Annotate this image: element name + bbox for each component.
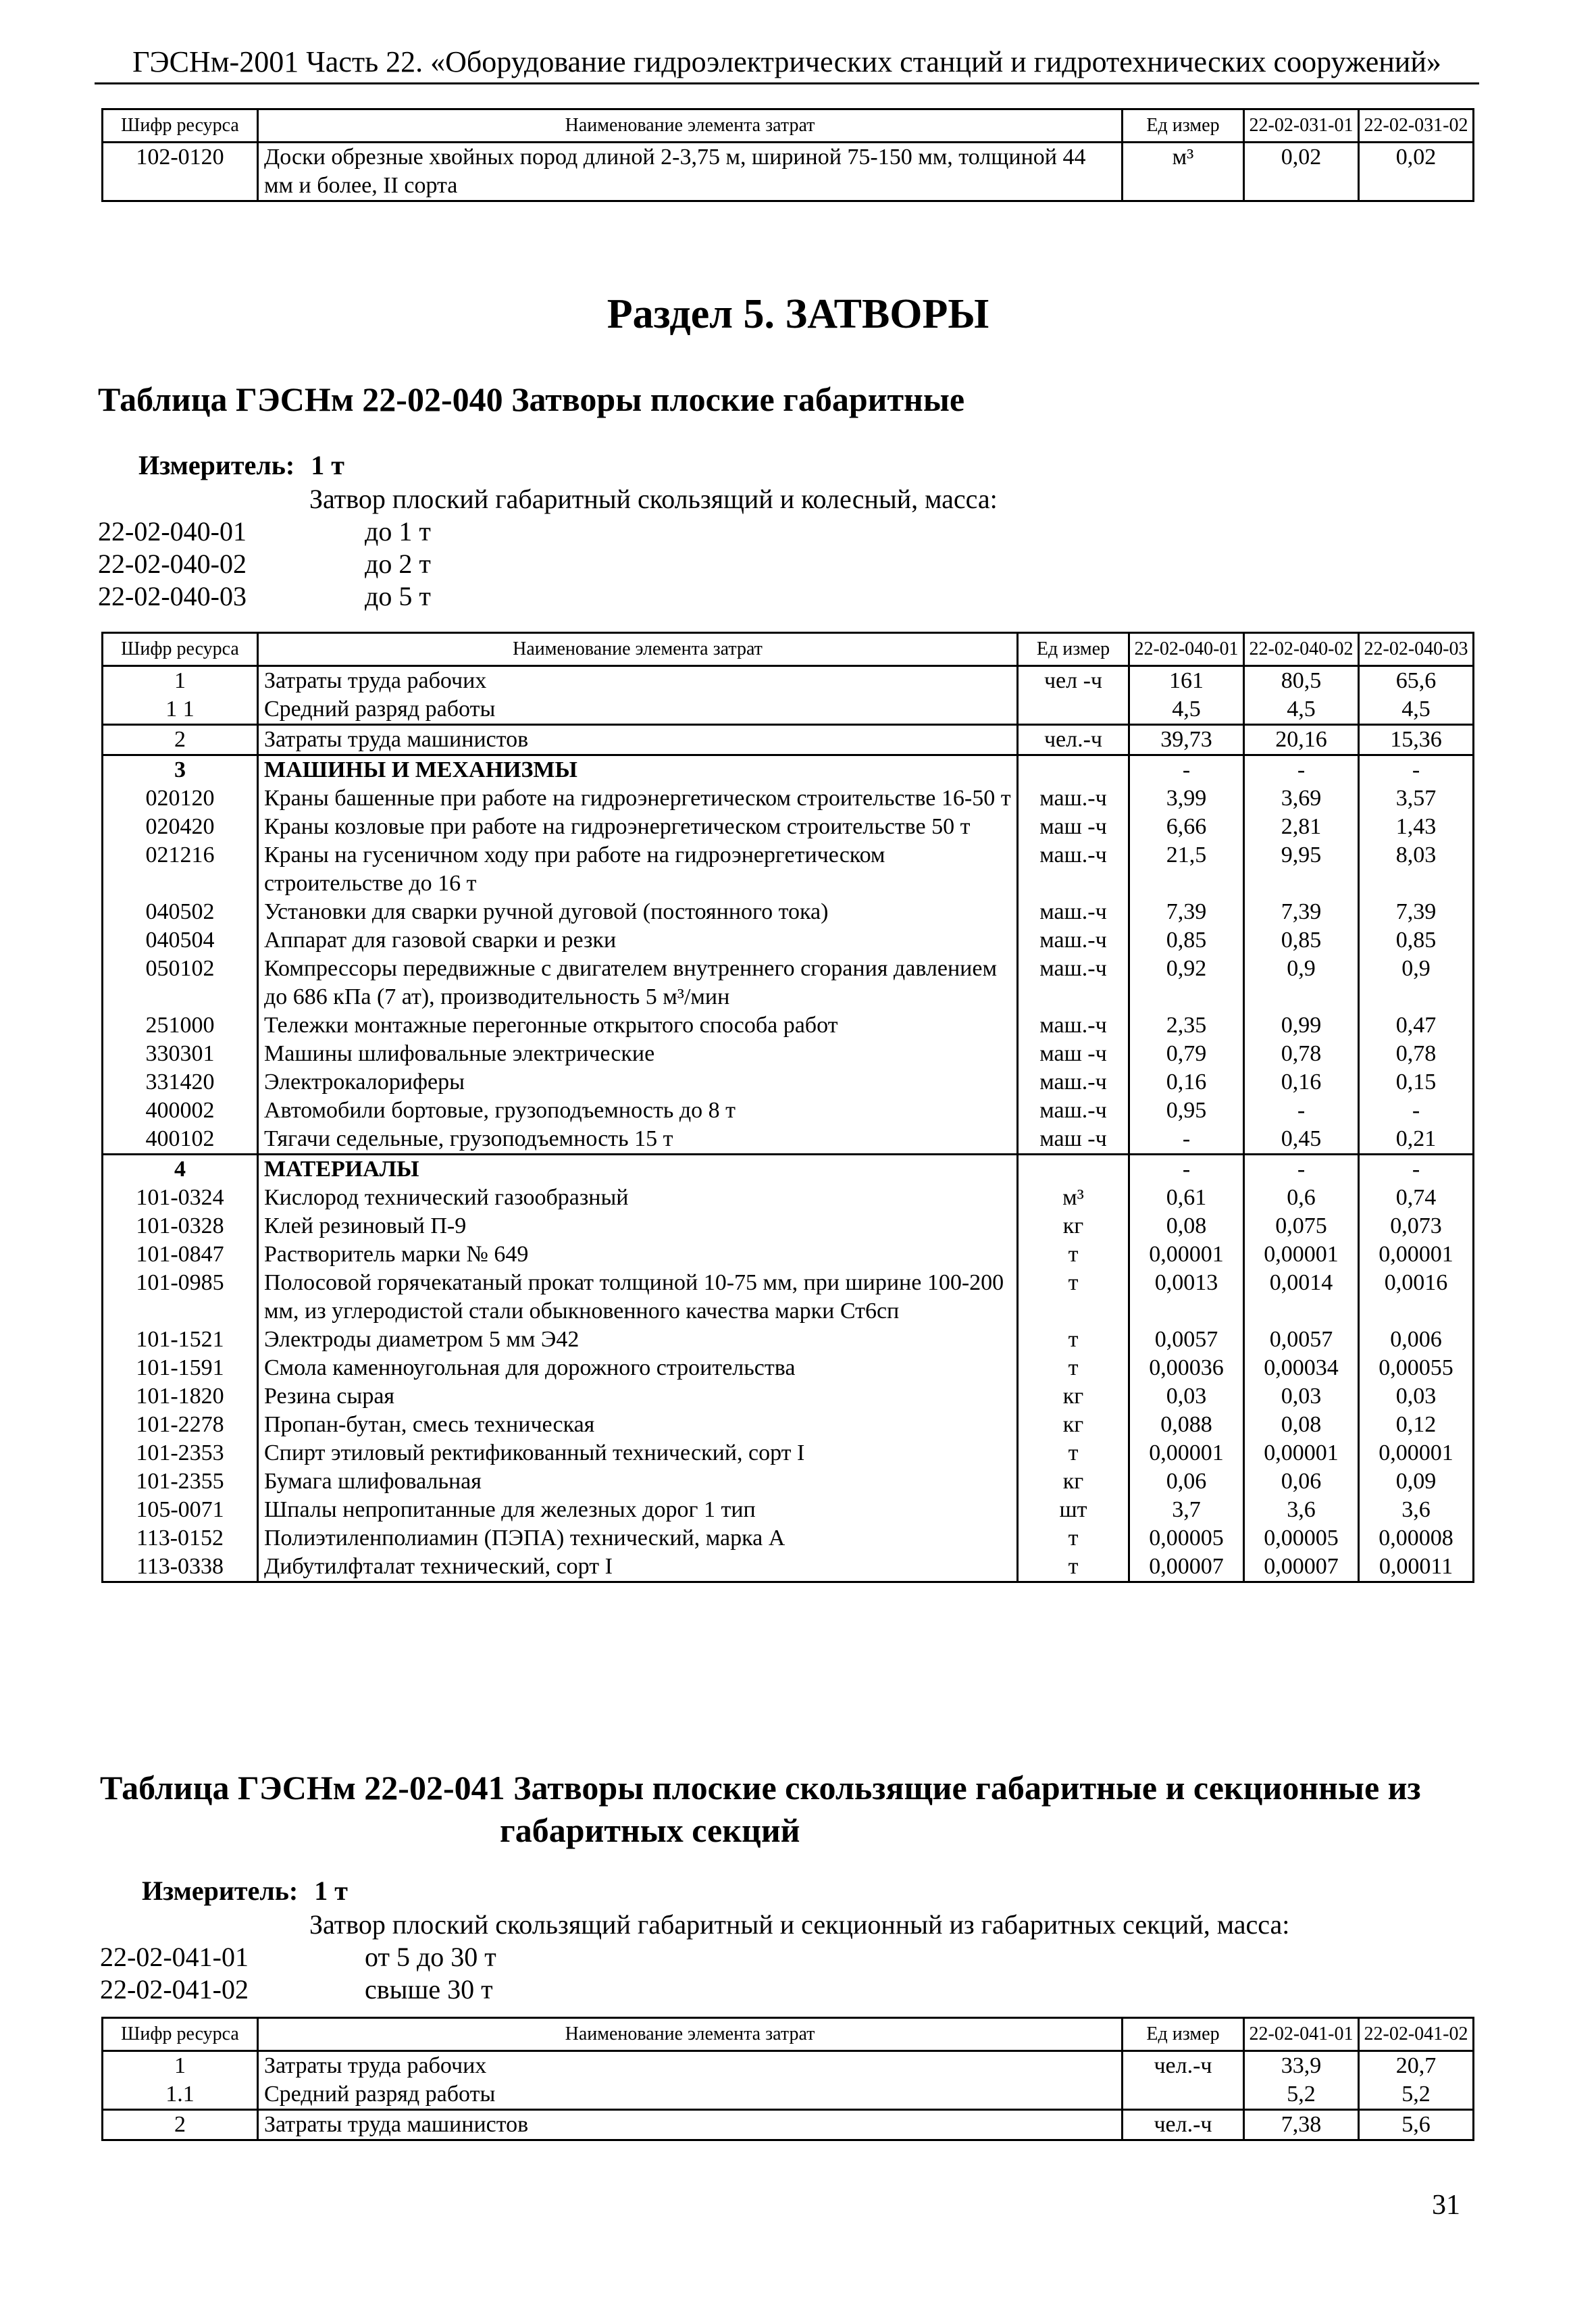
variant-text: до 2 т xyxy=(365,549,431,579)
table-row xyxy=(103,695,1474,725)
value-cell-2: 9,95 xyxy=(1244,841,1359,898)
resource-name-cell: Затраты труда рабочих xyxy=(258,666,1018,696)
value-cell-2: 0,03 xyxy=(1244,1382,1359,1411)
col-name-header: Наименование элемента затрат xyxy=(258,633,1018,666)
resource-code-cell: 102-0120 xyxy=(103,143,258,201)
table-row xyxy=(103,813,1474,841)
value-cell-2: - xyxy=(1244,1155,1359,1184)
meter-label: Измеритель: xyxy=(142,1876,299,1906)
resource-code-cell: 020420 xyxy=(103,813,258,841)
unit-cell: маш.-ч xyxy=(1018,898,1129,926)
resource-code-cell: 020120 xyxy=(103,784,258,813)
value-cell-2: 0,0014 xyxy=(1244,1269,1359,1326)
value-cell-3: 0,00001 xyxy=(1359,1240,1474,1269)
value-cell-3: 0,78 xyxy=(1359,1040,1474,1068)
value-cell-1: 0,0013 xyxy=(1129,1269,1244,1326)
value-cell-2: - xyxy=(1244,1097,1359,1125)
resource-code-cell: 101-0847 xyxy=(103,1240,258,1269)
variant-code: 22-02-041-01 xyxy=(100,1942,249,1972)
resource-name-cell: Тележки монтажные перегонные открытого способа работ xyxy=(258,1011,1018,1040)
value-cell-1: 21,5 xyxy=(1129,841,1244,898)
value-cell-2: 5,6 xyxy=(1359,2110,1474,2140)
table-row xyxy=(103,2080,1474,2110)
resource-name-cell: Машины шлифовальные электрические xyxy=(258,1040,1018,1068)
table-row xyxy=(103,1411,1474,1439)
resource-code-cell: 101-0324 xyxy=(103,1184,258,1212)
resource-code-cell: 040502 xyxy=(103,898,258,926)
value-cell-2: 20,7 xyxy=(1359,2051,1474,2081)
table-row xyxy=(103,926,1474,955)
value-cell-2: 0,06 xyxy=(1244,1467,1359,1496)
value-cell-1: 0,08 xyxy=(1129,1212,1244,1240)
resource-name-cell: Компрессоры передвижные с двигателем внутреннего сгорания давлением до 686 кПа (7 ат), производительность 5 м³/мин xyxy=(258,955,1018,1011)
value-cell-1: 0,03 xyxy=(1129,1382,1244,1411)
variant-code: 22-02-040-02 xyxy=(98,549,247,579)
table-row xyxy=(103,1011,1474,1040)
value-cell-2: 0,78 xyxy=(1244,1040,1359,1068)
value-cell-2: 0,00001 xyxy=(1244,1240,1359,1269)
value-cell-3: 0,74 xyxy=(1359,1184,1474,1212)
unit-cell xyxy=(1018,755,1129,785)
resource-name-cell: Средний разряд работы xyxy=(258,2080,1123,2110)
unit-cell: шт xyxy=(1018,1496,1129,1524)
value-cell-3: 65,6 xyxy=(1359,666,1474,696)
value-cell-3: 0,00008 xyxy=(1359,1524,1474,1553)
resource-code-cell: 101-2355 xyxy=(103,1467,258,1496)
header-divider xyxy=(95,82,1479,84)
unit-cell: т xyxy=(1018,1439,1129,1467)
value-cell-1: 33,9 xyxy=(1244,2051,1359,2081)
table-row xyxy=(103,1068,1474,1097)
value-cell-1: 0,088 xyxy=(1129,1411,1244,1439)
col-unit-header: Ед измер xyxy=(1123,2018,1244,2051)
unit-cell: т xyxy=(1018,1240,1129,1269)
resource-name-cell: Спирт этиловый ректификованный технический, сорт I xyxy=(258,1439,1018,1467)
resource-code-cell: 4 xyxy=(103,1155,258,1184)
table-row xyxy=(103,784,1474,813)
resource-code-cell: 113-0152 xyxy=(103,1524,258,1553)
variant-code: 22-02-040-01 xyxy=(98,516,247,547)
value-cell-2: 0,00005 xyxy=(1244,1524,1359,1553)
value-cell-1: 0,0057 xyxy=(1129,1326,1244,1354)
table-041-title-continued: габаритных секций xyxy=(500,1811,800,1849)
resource-name-cell: Растворитель марки № 649 xyxy=(258,1240,1018,1269)
table-row xyxy=(103,1326,1474,1354)
value-cell-3: 0,47 xyxy=(1359,1011,1474,1040)
table-row xyxy=(103,1125,1474,1155)
resource-code-cell: 2 xyxy=(103,725,258,755)
resource-code-cell: 113-0338 xyxy=(103,1553,258,1582)
resource-name-cell: Краны на гусеничном ходу при работе на гидроэнергетическом строительстве до 16 т xyxy=(258,841,1018,898)
resource-name-cell: Затраты труда машинистов xyxy=(258,2110,1123,2140)
unit-cell: чел.-ч xyxy=(1018,725,1129,755)
value-cell-1: 3,7 xyxy=(1129,1496,1244,1524)
resource-code-cell: 400002 xyxy=(103,1097,258,1125)
unit-cell: маш.-ч xyxy=(1018,1011,1129,1040)
value-cell-1: 0,00036 xyxy=(1129,1354,1244,1382)
resource-name-cell: Смола каменноугольная для дорожного строительства xyxy=(258,1354,1018,1382)
value-cell-2: 0,0057 xyxy=(1244,1326,1359,1354)
resource-name-cell: Резина сырая xyxy=(258,1382,1018,1411)
table-row xyxy=(103,1155,1474,1184)
col-variant-1-header: 22-02-031-01 xyxy=(1244,109,1359,143)
value-cell-1: 39,73 xyxy=(1129,725,1244,755)
col-variant-1-header: 22-02-041-01 xyxy=(1244,2018,1359,2051)
value-cell-3: 0,21 xyxy=(1359,1125,1474,1155)
value-cell-1: 0,00005 xyxy=(1129,1524,1244,1553)
value-cell-3: 0,0016 xyxy=(1359,1269,1474,1326)
value-cell-3: 0,00011 xyxy=(1359,1553,1474,1582)
unit-cell: маш.-ч xyxy=(1018,841,1129,898)
unit-cell xyxy=(1018,695,1129,725)
table-header-row xyxy=(103,633,1474,666)
unit-cell: т xyxy=(1018,1553,1129,1582)
table-040-title: Таблица ГЭСНм 22-02-040 Затворы плоские габаритные xyxy=(98,380,965,418)
resource-name-cell: Тягачи седельные, грузоподъемность 15 т xyxy=(258,1125,1018,1155)
unit-cell: кг xyxy=(1018,1212,1129,1240)
unit-cell: т xyxy=(1018,1354,1129,1382)
value-cell-1: 161 xyxy=(1129,666,1244,696)
value-cell-2: 0,16 xyxy=(1244,1068,1359,1097)
value-cell-3: 3,6 xyxy=(1359,1496,1474,1524)
table-row xyxy=(103,841,1474,898)
resource-name-cell: Шпалы непропитанные для железных дорог 1 тип xyxy=(258,1496,1018,1524)
variant-text: до 1 т xyxy=(365,516,431,547)
variant-text: до 5 т xyxy=(365,581,431,611)
resource-code-cell: 101-1820 xyxy=(103,1382,258,1411)
value-cell-1: 0,00001 xyxy=(1129,1439,1244,1467)
resource-name-cell: Пропан-бутан, смесь техническая xyxy=(258,1411,1018,1439)
resource-name-cell: Полиэтиленполиамин (ПЭПА) технический, марка А xyxy=(258,1524,1018,1553)
value-cell-1: 6,66 xyxy=(1129,813,1244,841)
table-041-title: Таблица ГЭСНм 22-02-041 Затворы плоские скользящие габаритные и секционные из xyxy=(100,1769,1421,1807)
value-cell-3: 15,36 xyxy=(1359,725,1474,755)
col-name-header: Наименование элемента затрат xyxy=(258,2018,1123,2051)
col-code-header: Шифр ресурса xyxy=(103,2018,258,2051)
resource-code-cell: 1 xyxy=(103,666,258,696)
resource-code-cell: 1.1 xyxy=(103,2080,258,2110)
unit-cell xyxy=(1123,2080,1244,2110)
table-row xyxy=(103,1184,1474,1212)
value-cell-2: 0,02 xyxy=(1359,143,1474,201)
resource-code-cell: 3 xyxy=(103,755,258,785)
resource-name-cell: Доски обрезные хвойных пород длиной 2-3,75 м, шириной 75-150 мм, толщиной 44 мм и более, II сорта xyxy=(258,143,1123,201)
variant-code: 22-02-040-03 xyxy=(98,581,247,611)
value-cell-1: 5,2 xyxy=(1244,2080,1359,2110)
value-cell-2: 0,9 xyxy=(1244,955,1359,1011)
meter-label: Измеритель: xyxy=(138,450,295,480)
unit-cell: маш.-ч xyxy=(1018,926,1129,955)
value-cell-2: 0,00034 xyxy=(1244,1354,1359,1382)
value-cell-2: 20,16 xyxy=(1244,725,1359,755)
table-row xyxy=(103,955,1474,1011)
variant-code: 22-02-041-02 xyxy=(100,1974,249,2005)
resource-code-cell: 400102 xyxy=(103,1125,258,1155)
value-cell-1: 2,35 xyxy=(1129,1011,1244,1040)
value-cell-2: 3,6 xyxy=(1244,1496,1359,1524)
value-cell-1: 0,06 xyxy=(1129,1467,1244,1496)
table-row xyxy=(103,1439,1474,1467)
resource-name-cell: Бумага шлифовальная xyxy=(258,1467,1018,1496)
value-cell-1: 4,5 xyxy=(1129,695,1244,725)
value-cell-2: 0,08 xyxy=(1244,1411,1359,1439)
value-cell-3: 0,00055 xyxy=(1359,1354,1474,1382)
variant-text: свыше 30 т xyxy=(365,1974,493,2005)
col-unit-header: Ед измер xyxy=(1018,633,1129,666)
table-040-resources xyxy=(101,632,1474,1583)
table-row xyxy=(103,1040,1474,1068)
value-cell-2: 0,6 xyxy=(1244,1184,1359,1212)
unit-cell: маш -ч xyxy=(1018,1125,1129,1155)
col-unit-header: Ед измер xyxy=(1123,109,1244,143)
table-row xyxy=(103,1467,1474,1496)
value-cell-2: 0,45 xyxy=(1244,1125,1359,1155)
section-title: Раздел 5. ЗАТВОРЫ xyxy=(607,291,989,337)
unit-cell xyxy=(1018,1155,1129,1184)
unit-cell: маш -ч xyxy=(1018,1040,1129,1068)
unit-cell: кг xyxy=(1018,1411,1129,1439)
resource-code-cell: 105-0071 xyxy=(103,1496,258,1524)
resource-name-cell: Автомобили бортовые, грузоподъемность до 8 т xyxy=(258,1097,1018,1125)
col-variant-2-header: 22-02-041-02 xyxy=(1359,2018,1474,2051)
value-cell-2: 0,85 xyxy=(1244,926,1359,955)
value-cell-2: 3,69 xyxy=(1244,784,1359,813)
value-cell-2: 0,00007 xyxy=(1244,1553,1359,1582)
value-cell-1: 0,61 xyxy=(1129,1184,1244,1212)
table-row xyxy=(103,898,1474,926)
resource-code-cell: 101-2278 xyxy=(103,1411,258,1439)
value-cell-3: 4,5 xyxy=(1359,695,1474,725)
value-cell-3: - xyxy=(1359,1155,1474,1184)
value-cell-2: 2,81 xyxy=(1244,813,1359,841)
resource-code-cell: 040504 xyxy=(103,926,258,955)
value-cell-1: - xyxy=(1129,1125,1244,1155)
table-row xyxy=(103,1354,1474,1382)
value-cell-2: - xyxy=(1244,755,1359,785)
value-cell-3: 7,39 xyxy=(1359,898,1474,926)
value-cell-2: 7,39 xyxy=(1244,898,1359,926)
unit-cell: т xyxy=(1018,1269,1129,1326)
unit-cell: чел -ч xyxy=(1018,666,1129,696)
value-cell-1: 0,79 xyxy=(1129,1040,1244,1068)
resource-name-cell: Клей резиновый П-9 xyxy=(258,1212,1018,1240)
unit-cell: чел.-ч xyxy=(1123,2110,1244,2140)
unit-cell: м³ xyxy=(1123,143,1244,201)
page-header: ГЭСНм-2001 Часть 22. «Оборудование гидроэлектрических станций и гидротехнических сооружений» xyxy=(132,45,1441,78)
unit-cell: маш.-ч xyxy=(1018,784,1129,813)
resource-code-cell: 1 xyxy=(103,2051,258,2081)
value-cell-1: 7,38 xyxy=(1244,2110,1359,2140)
resource-name-cell: Аппарат для газовой сварки и резки xyxy=(258,926,1018,955)
resource-name-cell: Кислород технический газообразный xyxy=(258,1184,1018,1212)
col-variant-2-header: 22-02-040-02 xyxy=(1244,633,1359,666)
table-row xyxy=(103,666,1474,696)
value-cell-3: 0,85 xyxy=(1359,926,1474,955)
unit-cell: маш.-ч xyxy=(1018,1068,1129,1097)
value-cell-2: 5,2 xyxy=(1359,2080,1474,2110)
resource-code-cell: 101-1591 xyxy=(103,1354,258,1382)
table-header-row xyxy=(103,2018,1474,2051)
value-cell-2: 4,5 xyxy=(1244,695,1359,725)
resource-name-cell: Краны козловые при работе на гидроэнергетическом строительстве 50 т xyxy=(258,813,1018,841)
resource-code-cell: 251000 xyxy=(103,1011,258,1040)
unit-cell: маш -ч xyxy=(1018,813,1129,841)
resource-name-cell: Средний разряд работы xyxy=(258,695,1018,725)
value-cell-1: - xyxy=(1129,755,1244,785)
table-040-description: Затвор плоский габаритный скользящий и колесный, масса: xyxy=(309,484,998,514)
meter-value: 1 т xyxy=(311,450,344,480)
resource-code-cell: 021216 xyxy=(103,841,258,898)
table-row xyxy=(103,725,1474,755)
value-cell-1: 3,99 xyxy=(1129,784,1244,813)
resource-name-cell: МАШИНЫ И МЕХАНИЗМЫ xyxy=(258,755,1018,785)
value-cell-1: 7,39 xyxy=(1129,898,1244,926)
unit-cell: маш.-ч xyxy=(1018,955,1129,1011)
table-041-resources xyxy=(101,2017,1474,2141)
col-name-header: Наименование элемента затрат xyxy=(258,109,1123,143)
meter-value: 1 т xyxy=(314,1876,348,1906)
table-041-description: Затвор плоский скользящий габаритный и секционный из габаритных секций, масса: xyxy=(309,1909,1290,1940)
table-row xyxy=(103,755,1474,785)
unit-cell: т xyxy=(1018,1326,1129,1354)
value-cell-3: 0,03 xyxy=(1359,1382,1474,1411)
unit-cell: маш.-ч xyxy=(1018,1097,1129,1125)
col-variant-1-header: 22-02-040-01 xyxy=(1129,633,1244,666)
value-cell-1: 0,92 xyxy=(1129,955,1244,1011)
value-cell-1: 0,00001 xyxy=(1129,1240,1244,1269)
value-cell-3: 0,15 xyxy=(1359,1068,1474,1097)
resource-code-cell: 330301 xyxy=(103,1040,258,1068)
table-row xyxy=(103,1097,1474,1125)
value-cell-3: 1,43 xyxy=(1359,813,1474,841)
resource-code-cell: 1 1 xyxy=(103,695,258,725)
resource-name-cell: Электроды диаметром 5 мм Э42 xyxy=(258,1326,1018,1354)
value-cell-3: - xyxy=(1359,755,1474,785)
value-cell-2: 80,5 xyxy=(1244,666,1359,696)
page-number: 31 xyxy=(1432,2190,1460,2221)
unit-cell: кг xyxy=(1018,1467,1129,1496)
table-row xyxy=(103,2051,1474,2081)
unit-cell: чел.-ч xyxy=(1123,2051,1244,2081)
unit-cell: кг xyxy=(1018,1382,1129,1411)
table-041-meter xyxy=(142,1875,348,1907)
resource-code-cell: 101-0328 xyxy=(103,1212,258,1240)
table-header-row xyxy=(103,109,1474,143)
table-row xyxy=(103,1212,1474,1240)
value-cell-3: 0,12 xyxy=(1359,1411,1474,1439)
table-row xyxy=(103,1524,1474,1553)
resource-name-cell: Дибутилфталат технический, сорт I xyxy=(258,1553,1018,1582)
table-row xyxy=(103,1496,1474,1524)
resource-code-cell: 101-0985 xyxy=(103,1269,258,1326)
table-row xyxy=(103,1382,1474,1411)
resource-name-cell: Электрокалориферы xyxy=(258,1068,1018,1097)
value-cell-3: 8,03 xyxy=(1359,841,1474,898)
table-040-meter xyxy=(138,449,344,482)
resource-name-cell: Полосовой горячекатаный прокат толщиной 10-75 мм, при ширине 100-200 мм, из углеродистой стали обыкновенного качества марки Ст6сп xyxy=(258,1269,1018,1326)
col-variant-3-header: 22-02-040-03 xyxy=(1359,633,1474,666)
table-row xyxy=(103,1269,1474,1326)
col-code-header: Шифр ресурса xyxy=(103,633,258,666)
value-cell-1: 0,95 xyxy=(1129,1097,1244,1125)
value-cell-2: 0,99 xyxy=(1244,1011,1359,1040)
value-cell-1: 0,02 xyxy=(1244,143,1359,201)
value-cell-1: 0,00007 xyxy=(1129,1553,1244,1582)
top-resource-table xyxy=(101,108,1474,202)
value-cell-1: - xyxy=(1129,1155,1244,1184)
unit-cell: т xyxy=(1018,1524,1129,1553)
value-cell-2: 0,075 xyxy=(1244,1212,1359,1240)
value-cell-3: 0,073 xyxy=(1359,1212,1474,1240)
col-variant-2-header: 22-02-031-02 xyxy=(1359,109,1474,143)
resource-code-cell: 050102 xyxy=(103,955,258,1011)
unit-cell: м³ xyxy=(1018,1184,1129,1212)
resource-name-cell: Затраты труда рабочих xyxy=(258,2051,1123,2081)
resource-name-cell: Затраты труда машинистов xyxy=(258,725,1018,755)
table-row xyxy=(103,1553,1474,1582)
table-row xyxy=(103,1240,1474,1269)
resource-name-cell: МАТЕРИАЛЫ xyxy=(258,1155,1018,1184)
resource-code-cell: 101-2353 xyxy=(103,1439,258,1467)
resource-name-cell: Установки для сварки ручной дуговой (постоянного тока) xyxy=(258,898,1018,926)
resource-code-cell: 331420 xyxy=(103,1068,258,1097)
value-cell-3: 0,9 xyxy=(1359,955,1474,1011)
value-cell-3: 0,006 xyxy=(1359,1326,1474,1354)
resource-name-cell: Краны башенные при работе на гидроэнергетическом строительстве 16-50 т xyxy=(258,784,1018,813)
value-cell-3: 3,57 xyxy=(1359,784,1474,813)
value-cell-1: 0,85 xyxy=(1129,926,1244,955)
value-cell-1: 0,16 xyxy=(1129,1068,1244,1097)
resource-code-cell: 101-1521 xyxy=(103,1326,258,1354)
value-cell-3: - xyxy=(1359,1097,1474,1125)
resource-code-cell: 2 xyxy=(103,2110,258,2140)
value-cell-2: 0,00001 xyxy=(1244,1439,1359,1467)
table-row xyxy=(103,2110,1474,2140)
value-cell-3: 0,09 xyxy=(1359,1467,1474,1496)
col-code-header: Шифр ресурса xyxy=(103,109,258,143)
variant-text: от 5 до 30 т xyxy=(365,1942,496,1972)
value-cell-3: 0,00001 xyxy=(1359,1439,1474,1467)
table-row xyxy=(103,143,1474,201)
